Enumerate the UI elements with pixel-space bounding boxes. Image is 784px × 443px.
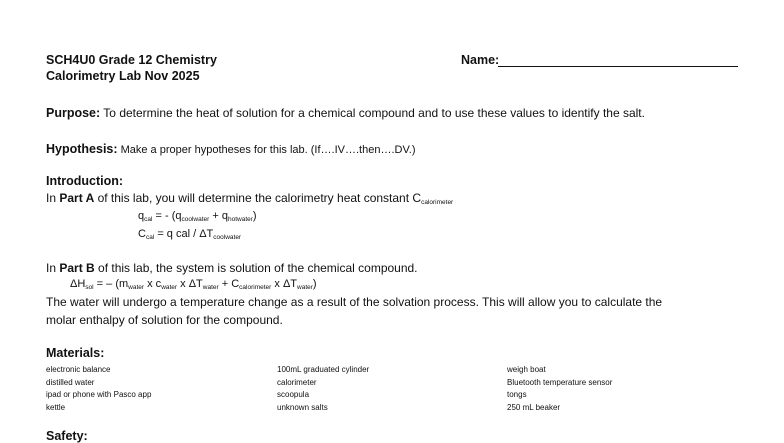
material-item: tongs <box>507 390 527 399</box>
material-item: scoopula <box>277 390 310 399</box>
part-a-prefix: In <box>46 191 60 205</box>
material-item: calorimeter <box>277 377 317 387</box>
equation-delta-h-sol: $\Delta H_{sol}$ = – ($m_{water}$ x $c_{water}$ x $\Delta T_{water} + C_{calorimeter}$ x $\Delta T_{water}$) <box>70 278 317 291</box>
materials-heading: Materials: <box>46 346 105 360</box>
introduction-heading: Introduction: <box>46 174 124 188</box>
lab-title: Calorimetry Lab Nov 2025 <box>46 69 200 83</box>
part-a-label: Part A <box>59 191 95 205</box>
purpose-text: To determine the heat of solution for a chemical compound and to use these values to identify the salt. <box>100 106 645 120</box>
equation-c-cal: $C_{cal} = q$ cal / $\Delta T_{coolwater}$ <box>138 228 242 241</box>
hypothesis-text: Make a proper hypotheses for this lab. (If….IV….then….DV.) <box>117 144 416 156</box>
safety-heading: Safety: <box>46 429 88 443</box>
part-b-prefix: In <box>46 261 60 275</box>
material-item: 250 mL beaker <box>507 402 561 412</box>
material-item: Bluetooth temperature sensor <box>507 377 613 387</box>
material-item: ipad or phone with Pasco app <box>46 390 152 399</box>
purpose-label: Purpose: <box>46 106 101 120</box>
part-a-subscript: calorimeter <box>421 199 454 206</box>
part-a-line <box>46 191 453 205</box>
part-b-label: Part B <box>59 261 95 275</box>
material-item: electronic balance <box>46 365 111 374</box>
material-item: kettle <box>46 402 66 412</box>
name-blank-line <box>498 66 738 67</box>
material-item: distilled water <box>46 377 95 387</box>
material-item: weigh boat <box>507 365 546 374</box>
material-item: unknown salts <box>277 402 328 412</box>
intro-paragraph-line-2: molar enthalpy of solution for the compound. <box>46 313 283 327</box>
part-a-text: of this lab, you will determine the calorimetry heat constant C <box>94 191 422 205</box>
material-item: 100mL graduated cylinder <box>277 365 370 374</box>
materials-column-2 <box>277 364 369 414</box>
intro-paragraph-line-1: The water will undergo a temperature change as a result of the solvation process. This will allow you to calculate the <box>46 295 663 309</box>
part-b-line <box>46 261 418 275</box>
course-title: SCH4U0 Grade 12 Chemistry <box>46 53 217 67</box>
hypothesis-section <box>46 140 416 158</box>
part-b-text: of this lab, the system is solution of the chemical compound. <box>94 261 418 275</box>
materials-column-1 <box>46 364 151 414</box>
name-label: Name: <box>461 53 500 67</box>
materials-column-3 <box>507 364 612 414</box>
hypothesis-label: Hypothesis: <box>46 142 118 156</box>
equation-q-cal: $q_{cal}$ = - $(q_{coolwater} + q_{hotwater})$ <box>138 210 257 223</box>
purpose-section <box>46 104 645 122</box>
